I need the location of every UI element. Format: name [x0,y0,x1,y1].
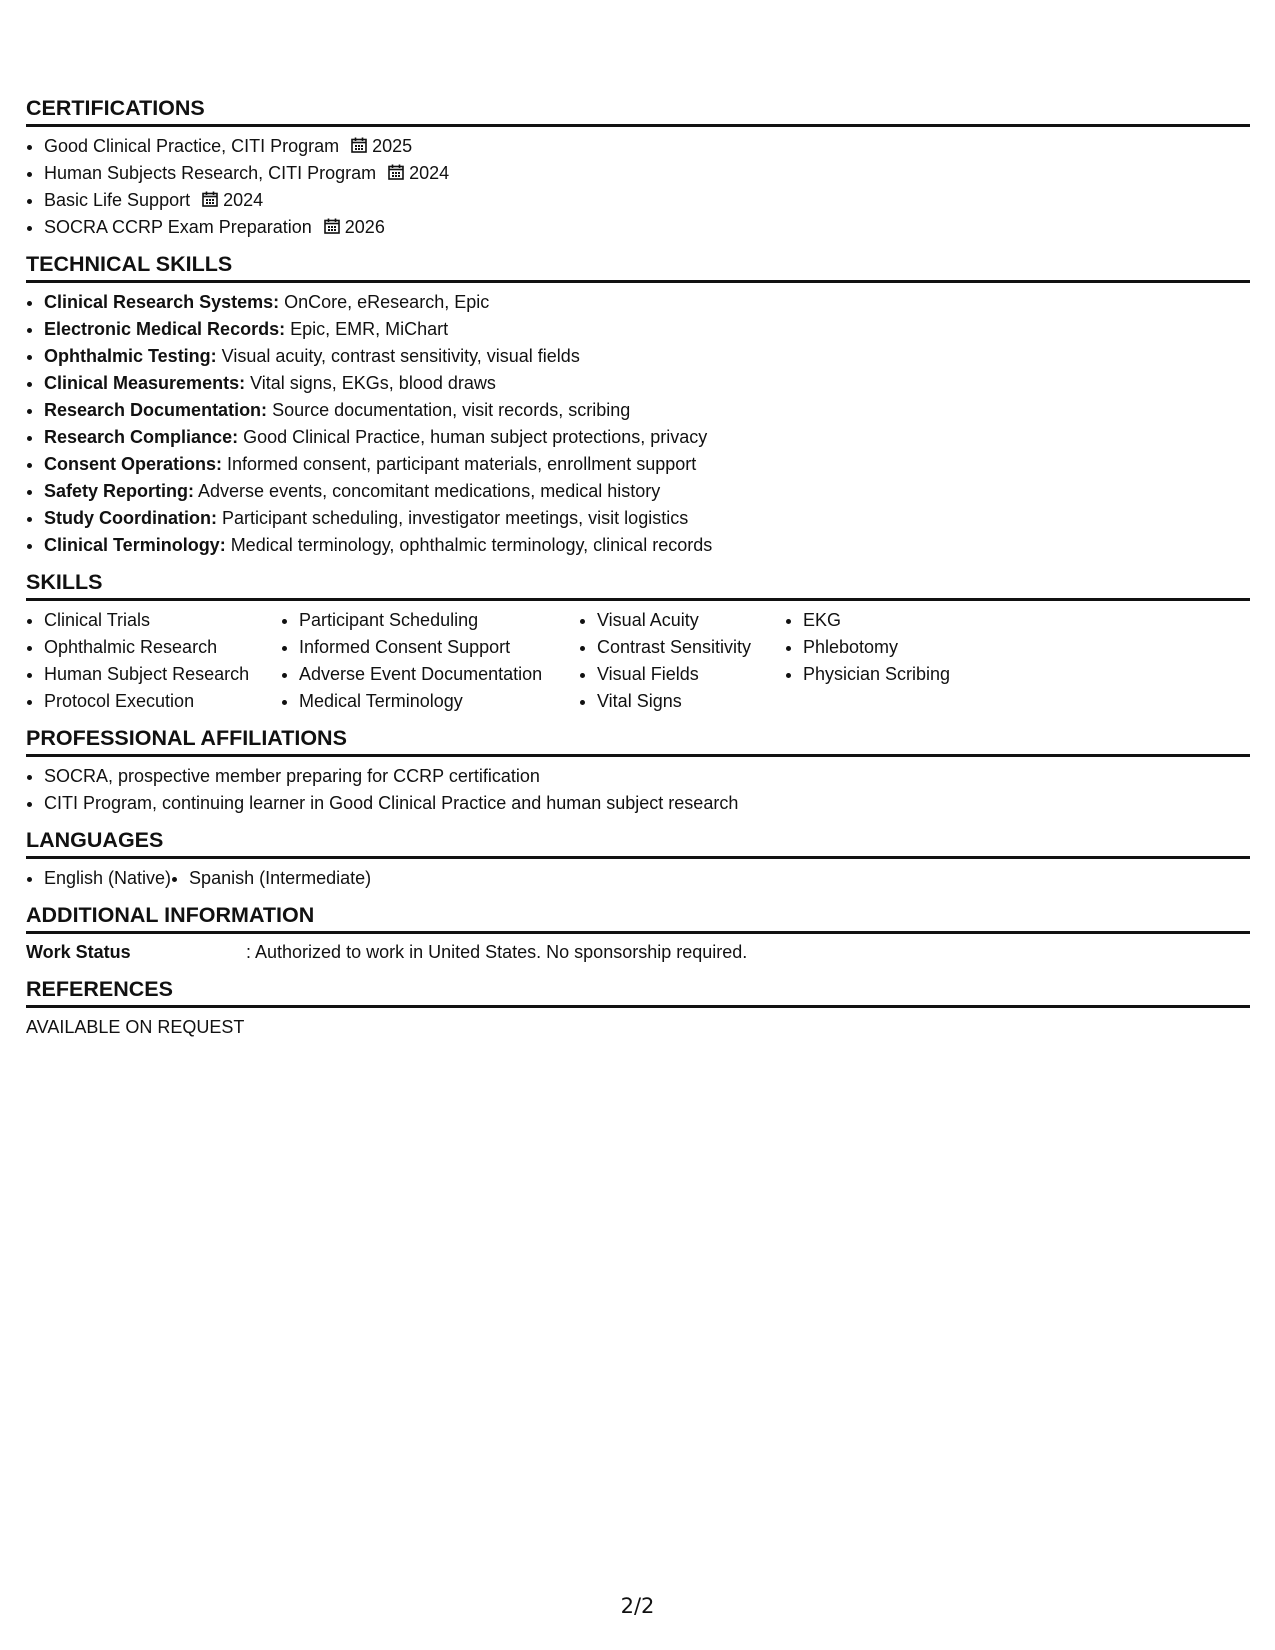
work-status-row [26,939,1250,966]
list-item [44,478,1250,505]
languages-list [171,865,371,892]
affiliations-section [26,726,1250,817]
certifications-section [26,96,1250,241]
list-item: • Vital Signs [597,688,785,715]
skill-value: Good Clinical Practice, human subject protections, privacy [238,427,708,447]
certification-name: Good Clinical Practice, CITI Program [44,136,340,156]
skill-label: Research Compliance: [44,427,239,447]
list-item: • Informed Consent Support [299,634,579,661]
skill-value: Medical terminology, ophthalmic terminology, clinical records [225,535,713,555]
additional-info-section [26,903,1250,966]
list-item [44,532,1250,559]
list-item [44,187,1250,214]
calendar-icon [202,191,218,207]
section-title-skills: SKILLS [26,570,1250,601]
list-item [44,316,1250,343]
list-item: • EKG [803,607,1003,634]
certification-name: Human Subjects Research, CITI Program [44,163,377,183]
resume-page [26,96,1250,1052]
skill-value: Participant scheduling, investigator meetings, visit logistics [216,508,689,528]
list-item: • Spanish (Intermediate) [189,865,371,892]
skill-value: Visual acuity, contrast sensitivity, visual fields [216,346,580,366]
skill-value: Epic, EMR, MiChart [285,319,449,339]
section-title-affiliations: PROFESSIONAL AFFILIATIONS [26,726,1250,757]
languages-list [26,865,171,892]
skill-label: Electronic Medical Records: [44,319,286,339]
list-item [44,424,1250,451]
list-item [44,133,1250,160]
certification-name: Basic Life Support [44,190,191,210]
list-item: • Medical Terminology [299,688,579,715]
skill-label: Clinical Terminology: [44,535,226,555]
section-title-additional-info: ADDITIONAL INFORMATION [26,903,1250,934]
certification-name: SOCRA CCRP Exam Preparation [44,217,312,237]
list-item: • CITI Program, continuing learner in Good Clinical Practice and human subject research [44,790,1250,817]
skills-column [579,607,785,715]
list-item [44,289,1250,316]
skill-label: Safety Reporting: [44,481,195,501]
skill-label: Study Coordination: [44,508,217,528]
skills-column [26,607,281,715]
list-item [44,160,1250,187]
languages-section [26,828,1250,892]
calendar-icon [324,218,340,234]
list-item: • SOCRA, prospective member preparing for CCRP certification [44,763,1250,790]
affiliations-list [26,763,1250,817]
work-status-value: : Authorized to work in United States. No sponsorship required. [246,942,748,962]
section-title-technical-skills: TECHNICAL SKILLS [26,252,1250,283]
skill-label: Clinical Research Systems: [44,292,280,312]
list-item [44,343,1250,370]
list-item [44,451,1250,478]
page-number: 2/2 [620,1594,655,1618]
skill-value: Source documentation, visit records, scribing [267,400,631,420]
list-item: • Visual Acuity [597,607,785,634]
technical-skills-list [26,289,1250,559]
certification-year: 2024 [223,190,264,210]
skills-section [26,570,1250,715]
references-section [26,977,1250,1041]
skill-value: Adverse events, concomitant medications, medical history [194,481,661,501]
section-title-languages: LANGUAGES [26,828,1250,859]
list-item: • Participant Scheduling [299,607,579,634]
skill-value: OnCore, eResearch, Epic [279,292,490,312]
list-item: • Protocol Execution [44,688,281,715]
calendar-icon [388,164,404,180]
list-item: • Contrast Sensitivity [597,634,785,661]
list-item [44,370,1250,397]
skill-label: Consent Operations: [44,454,223,474]
list-item: • Adverse Event Documentation [299,661,579,688]
skills-column [785,607,1003,715]
list-item: • Ophthalmic Research [44,634,281,661]
list-item: • Human Subject Research [44,661,281,688]
certification-year: 2026 [344,217,385,237]
work-status-label: Work Status [26,942,131,962]
list-item: • English (Native) [44,865,171,892]
list-item [44,214,1250,241]
certification-year: 2024 [409,163,450,183]
skill-value: Informed consent, participant materials, enrollment support [222,454,697,474]
list-item: • Phlebotomy [803,634,1003,661]
list-item: • Clinical Trials [44,607,281,634]
skill-value: Vital signs, EKGs, blood draws [245,373,496,393]
certifications-list [26,133,1250,241]
technical-skills-section [26,252,1250,559]
skills-column [281,607,579,715]
skills-grid [26,607,1250,715]
list-item [44,397,1250,424]
skill-label: Ophthalmic Testing: [44,346,217,366]
skill-label: Research Documentation: [44,400,268,420]
section-title-references: REFERENCES [26,977,1250,1008]
section-title-certifications: CERTIFICATIONS [26,96,1250,127]
languages-row [26,865,1250,892]
certification-year: 2025 [372,136,413,156]
skill-label: Clinical Measurements: [44,373,246,393]
list-item: • Visual Fields [597,661,785,688]
list-item [44,505,1250,532]
calendar-icon [351,137,367,153]
list-item: • Physician Scribing [803,661,1003,688]
references-text: AVAILABLE ON REQUEST [26,1017,245,1037]
